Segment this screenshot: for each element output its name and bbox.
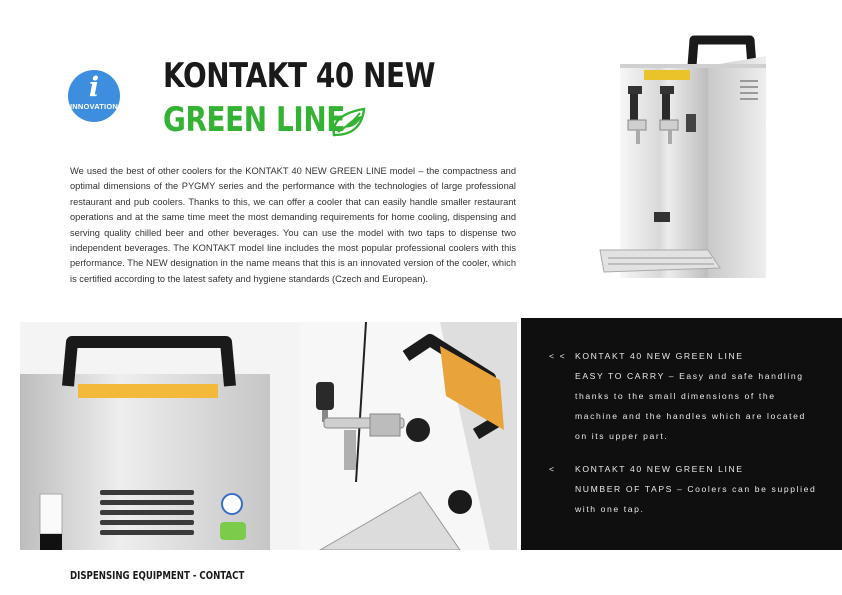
arrow-icon: < < [549,351,567,361]
badge-label: INNOVATION [70,102,118,111]
features-panel [521,318,842,550]
product-description: We used the best of other coolers for the KONTAKT 40 NEW GREEN LINE model – the compactness and optimal dimensions of the PYGMY series and the performance with the technologies of large professional restaurant and pub coolers. Thanks to this, we can offer a cooler that can easily handle smaller restaurant operations and at the same time meet the most demanding requirements for home cooling, dispensing and serving quality chilled beer and other beverages. You can use the model with two taps to dispense two independent beverages. The KONTAKT model line includes the most popular professional coolers with this performance. The NEW designation in the name means that this is an innovated version of the cooler, which is certified according to the latest safety and hygiene standards (Czech and European). [70,166,516,284]
feature-line: with one tap. [575,504,645,514]
product-photo-tap [300,322,517,550]
info-icon: i [88,72,100,103]
arrow-icon: < [549,464,556,474]
product-title-line2: GREEN LINE [163,100,345,140]
feature-line: EASY TO CARRY – Easy and safe handling [575,371,804,381]
feature-heading: KONTAKT 40 NEW GREEN LINE [575,464,744,474]
feature-line: machine and the handles which are located [575,411,806,421]
feature-line: NUMBER OF TAPS – Coolers can be supplied [575,484,817,494]
feature-easy-to-carry [549,346,806,446]
leaf-icon [330,105,368,139]
feature-line: thanks to the small dimensions of the [575,391,776,401]
product-photo-rear [20,322,300,550]
innovation-badge [68,70,120,122]
product-photo-main [544,28,804,296]
product-title-line1: KONTAKT 40 NEW [163,56,436,96]
page-footer: DISPENSING EQUIPMENT - CONTACT [70,570,245,582]
feature-number-of-taps [549,459,816,519]
feature-line: on its upper part. [575,431,669,441]
feature-heading: KONTAKT 40 NEW GREEN LINE [575,351,744,361]
